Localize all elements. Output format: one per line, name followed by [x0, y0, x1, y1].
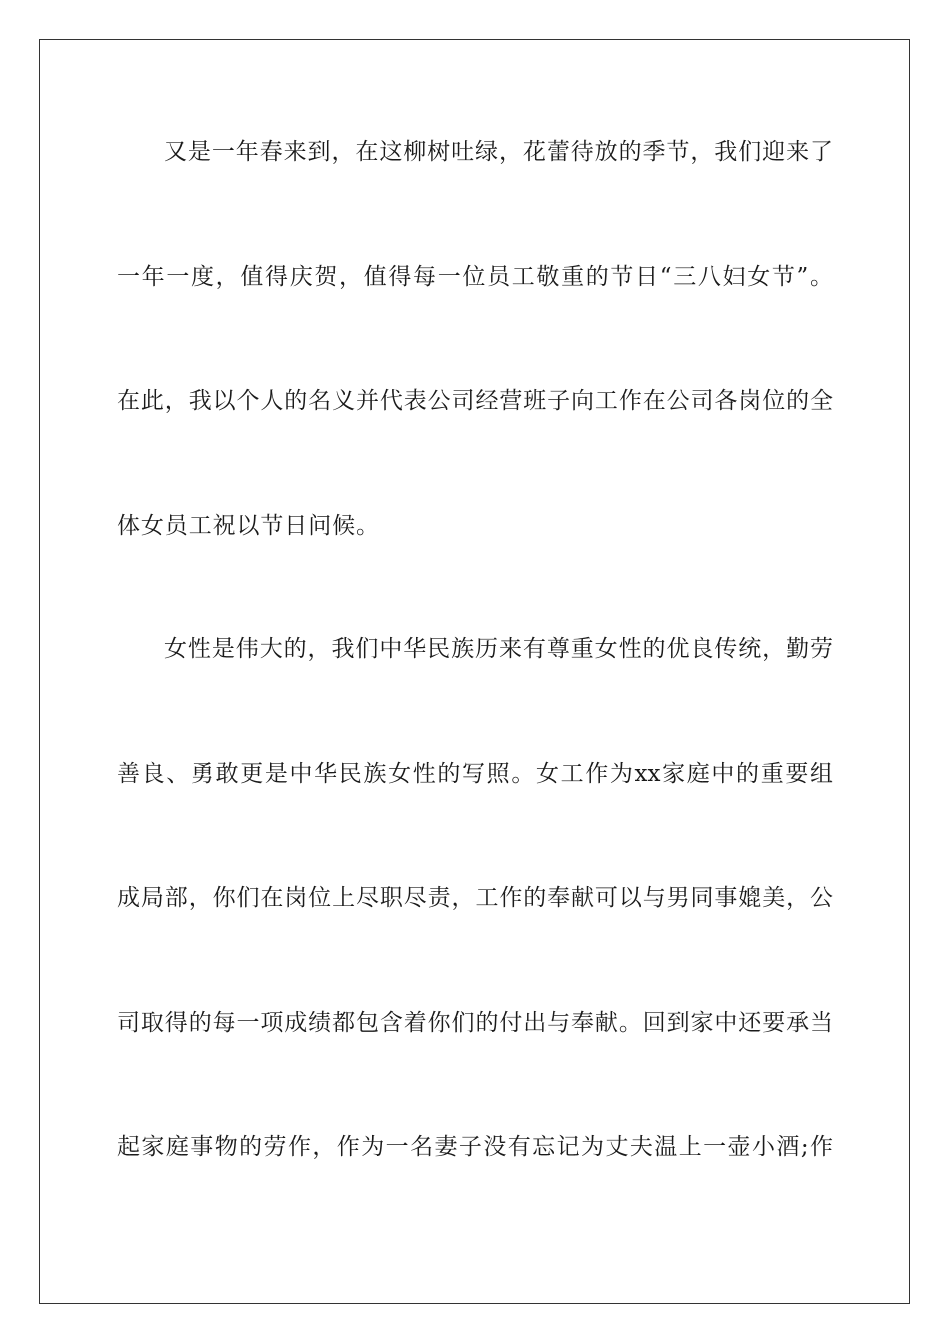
paragraph-2-line-1: 女性是伟大的，我们中华民族历来有尊重女性的优良传统，勤劳 [164, 636, 833, 662]
paragraph-2-line-3: 成局部，你们在岗位上尽职尽责，工作的奉献可以与男同事媲美，公 [117, 885, 833, 911]
paragraph-2-line-2: 善良、勇敢更是中华民族女性的写照。女工作为xx家庭中的重要组 [117, 761, 833, 787]
paragraph-1-line-3: 在此，我以个人的名义并代表公司经营班子向工作在公司各岗位的全 [117, 388, 833, 414]
paragraph-1-line-2: 一年一度，值得庆贺，值得每一位员工敬重的节日“三八妇女节”。 [117, 264, 833, 290]
paragraph-2-line-4: 司取得的每一项成绩都包含着你们的付出与奉献。回到家中还要承当 [117, 1010, 833, 1036]
page-border [39, 39, 910, 1304]
paragraph-1-line-4: 体女员工祝以节日问候。 [117, 513, 380, 539]
paragraph-2-line-5: 起家庭事物的劳作，作为一名妻子没有忘记为丈夫温上一壶小酒;作 [117, 1134, 833, 1160]
paragraph-1-line-1: 又是一年春来到，在这柳树吐绿，花蕾待放的季节，我们迎来了 [164, 139, 833, 165]
